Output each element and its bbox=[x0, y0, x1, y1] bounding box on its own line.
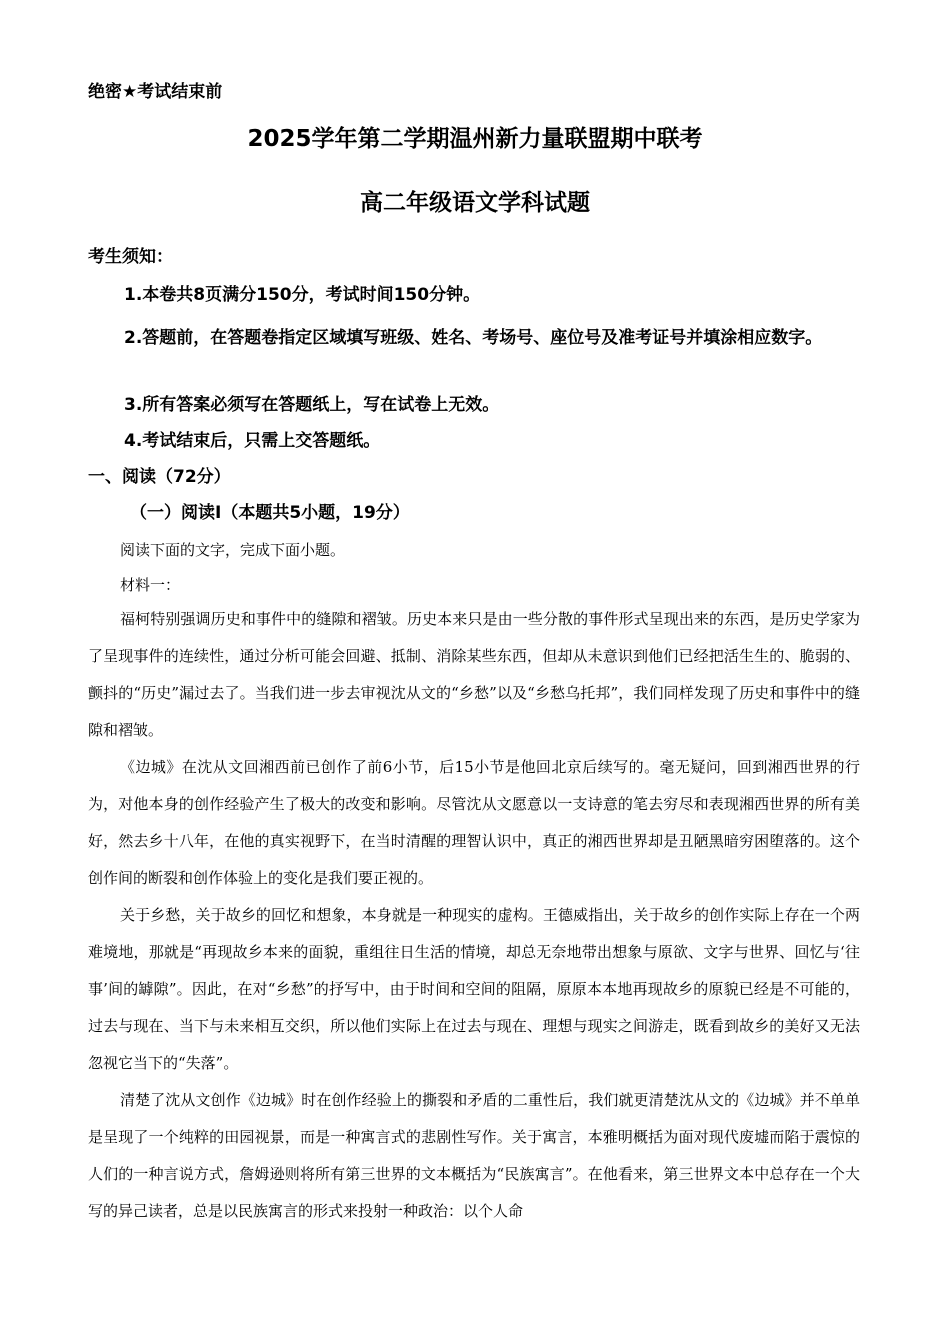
notice-item-1: 1.本卷共8页满分150分，考试时间150分钟。 bbox=[124, 285, 481, 305]
paragraph-3: 关于乡愁，关于故乡的回忆和想象，本身就是一种现实的虚构。王德威指出，关于故乡的创作实际上存在一个两难境地，那就是“再现故乡本来的面貌，重组往日生活的情境，却总无奈地带出想象与原欲、文字与世界、回忆与‘往事’间的罅隙”。因此，在对“乡愁”的抒写中，由于时间和空间的阻隔，原原本本地再现故乡的原貌已经是不可能的，过去与现在、当下与未来相互交织，所以他们实际上在过去与现在、理想与现实之间游走，既看到故乡的美好又无法忽视它当下的“失落”。 bbox=[88, 906, 860, 1072]
notice-heading: 考生须知： bbox=[88, 247, 173, 267]
notice-item-4: 4.考试结束后，只需上交答题纸。 bbox=[124, 431, 381, 451]
paragraph-1: 福柯特别强调历史和事件中的缝隙和褶皱。历史本来只是由一些分散的事件形式呈现出来的东西，是历史学家为了呈现事件的连续性，通过分析可能会回避、抵制、消除某些东西，但却从未意识到他们已经把活生生的、脆弱的、颤抖的“历史”漏过去了。当我们进一步去审视沈从文的“乡愁”以及“乡愁乌托邦”，我们同样发现了历史和事件中的缝隙和褶皱。 bbox=[88, 610, 860, 739]
exam-title: 2025学年第二学期温州新力量联盟期中联考 bbox=[247, 126, 703, 152]
notice-item-3: 3.所有答案必须写在答题纸上，写在试卷上无效。 bbox=[124, 395, 500, 415]
reading-instruction: 阅读下面的文字，完成下面小题。 bbox=[120, 541, 346, 559]
confidential-label: 绝密★考试结束前 bbox=[88, 82, 223, 102]
paragraph-2: 《边城》在沈从文回湘西前已创作了前6小节，后15小节是他回北京后续写的。毫无疑问，回到湘西世界的行为，对他本身的创作经验产生了极大的改变和影响。尽管沈从文愿意以一支诗意的笔去穷尽和表现湘西世界的所有美好，然去乡十八年，在他的真实视野下，在当时清醒的理智认识中，真正的湘西世界却是丑陋黑暗穷困堕落的。这个创作间的断裂和创作体验上的变化是我们要正视的。 bbox=[88, 758, 860, 887]
section-subtitle: （一）阅读I（本题共5小题，19分） bbox=[130, 503, 410, 523]
notice-item-2: 2.答题前，在答题卷指定区域填写班级、姓名、考场号、座位号及准考证号并填涂相应数字。 bbox=[124, 328, 823, 348]
material-label: 材料一： bbox=[120, 576, 181, 594]
section-title: 一、阅读（72分） bbox=[88, 467, 231, 487]
exam-subject-title: 高二年级语文学科试题 bbox=[360, 190, 590, 216]
paragraph-4: 清楚了沈从文创作《边城》时在创作经验上的撕裂和矛盾的二重性后，我们就更清楚沈从文的《边城》并不单单是呈现了一个纯粹的田园视景，而是一种寓言式的悲剧性写作。关于寓言，本雅明概括为面对现代废墟而陷于震惊的人们的一种言说方式，詹姆逊则将所有第三世界的文本概括为“民族寓言”。在他看来，第三世界文本中总存在一个大写的异己读者，总是以民族寓言的形式来投射一种政治：以个人命 bbox=[88, 1091, 860, 1220]
